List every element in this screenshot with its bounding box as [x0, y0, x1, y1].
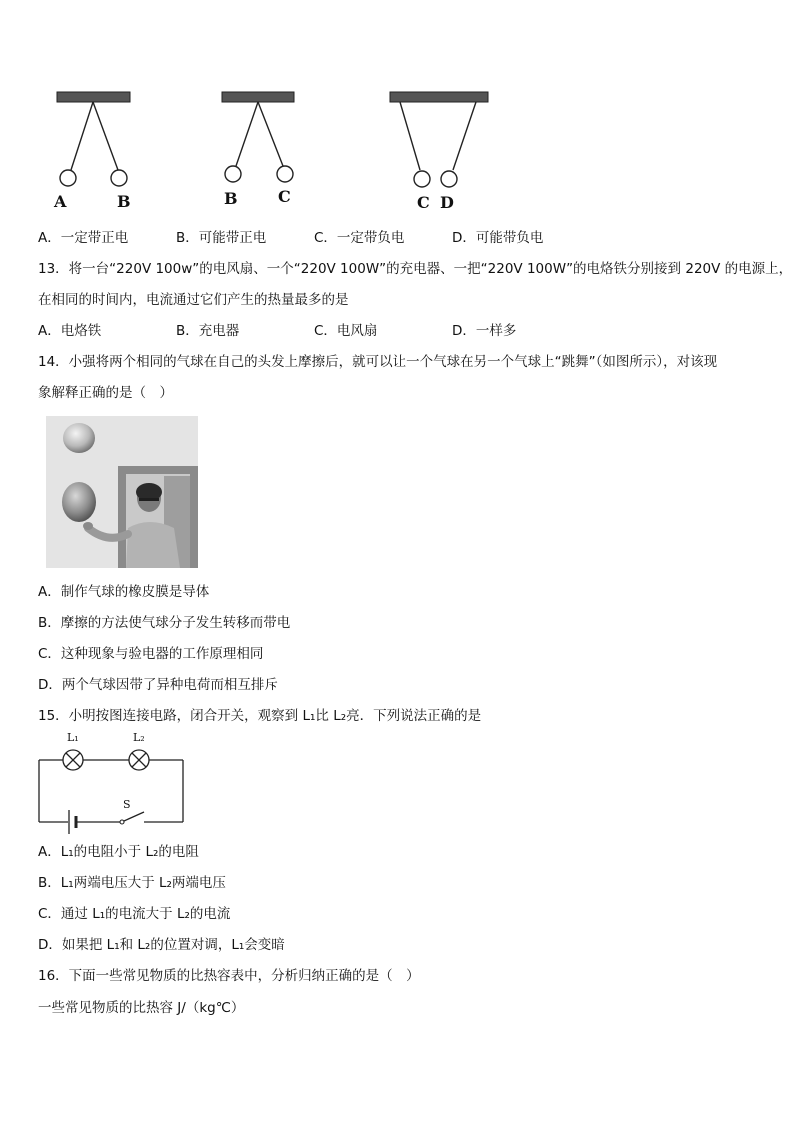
- support-bar: [222, 92, 294, 102]
- ball-b: [111, 170, 127, 186]
- q14-option-b: B．摩擦的方法使气球分子发生转移而带电: [38, 615, 291, 631]
- charged-balls-figure: [40, 86, 500, 216]
- upper-balloon: [63, 423, 95, 453]
- q16-stem: 16．下面一些常见物质的比热容表中，分析归纳正确的是（ ）: [38, 968, 420, 984]
- q15-option-c: C．通过 L₁的电流大于 L₂的电流: [38, 906, 231, 922]
- lamp-l2-icon: [129, 750, 149, 770]
- q14-stem-line1: 14．小强将两个相同的气球在自己的头发上摩擦后，就可以让一个气球在另一个气球上“跳舞”（如图所示），对该现: [38, 354, 718, 370]
- q13-option-b: B．充电器: [176, 323, 240, 339]
- switch-icon: [120, 812, 144, 824]
- ball-a: [60, 170, 76, 186]
- switch-label: S: [123, 798, 131, 811]
- q13-option-a: A．电烙铁: [38, 323, 102, 339]
- lamp-l1-icon: [63, 750, 83, 770]
- label-b: B: [117, 192, 131, 211]
- q15-stem: 15．小明按图连接电路，闭合开关，观察到 L₁比 L₂亮．下列说法正确的是: [38, 708, 482, 724]
- support-bar: [390, 92, 488, 102]
- q16-table-caption: 一些常见物质的比热容 J/（kg℃）: [38, 1000, 245, 1016]
- q12-option-d: D．可能带负电: [452, 230, 544, 246]
- ball-c: [414, 171, 430, 187]
- q15-option-a: A．L₁的电阻小于 L₂的电阻: [38, 844, 199, 860]
- ball-c: [277, 166, 293, 182]
- balloon-photo: [46, 416, 198, 568]
- q13-option-c: C．电风扇: [314, 323, 378, 339]
- q15-option-b: B．L₁两端电压大于 L₂两端电压: [38, 875, 226, 891]
- label-b: B: [224, 189, 238, 208]
- q14-option-a: A．制作气球的橡皮膜是导体: [38, 584, 210, 600]
- q12-option-b: B．可能带正电: [176, 230, 267, 246]
- label-d: D: [440, 193, 454, 212]
- lamp-l2-label: L₂: [133, 731, 145, 744]
- label-c: C: [278, 187, 291, 206]
- lamp-l1-label: L₁: [67, 731, 79, 744]
- q14-option-c: C．这种现象与验电器的工作原理相同: [38, 646, 264, 662]
- label-a: A: [54, 192, 67, 211]
- q13-option-d: D．一样多: [452, 323, 517, 339]
- label-c: C: [417, 193, 430, 212]
- q13-stem-line2: 在相同的时间内，电流通过它们产生的热量最多的是: [38, 292, 349, 308]
- ball-d: [441, 171, 457, 187]
- battery-icon: [69, 810, 76, 834]
- q15-option-d: D．如果把 L₁和 L₂的位置对调，L₁会变暗: [38, 937, 285, 953]
- q13-stem-line1: 13．将一台“220V 100w”的电风扇、一个“220V 100W”的充电器、一把“220V 100W”的电烙铁分别接到 220V 的电源上，: [38, 261, 793, 277]
- q14-option-d: D．两个气球因带了异种电荷而相互排斥: [38, 677, 278, 693]
- lower-balloon: [62, 482, 96, 522]
- q12-option-c: C．一定带负电: [314, 230, 405, 246]
- support-bar: [57, 92, 130, 102]
- series-circuit-diagram: [36, 728, 188, 836]
- ball-b: [225, 166, 241, 182]
- q14-stem-line2: 象解释正确的是（ ）: [38, 385, 173, 401]
- q12-option-a: A．一定带正电: [38, 230, 129, 246]
